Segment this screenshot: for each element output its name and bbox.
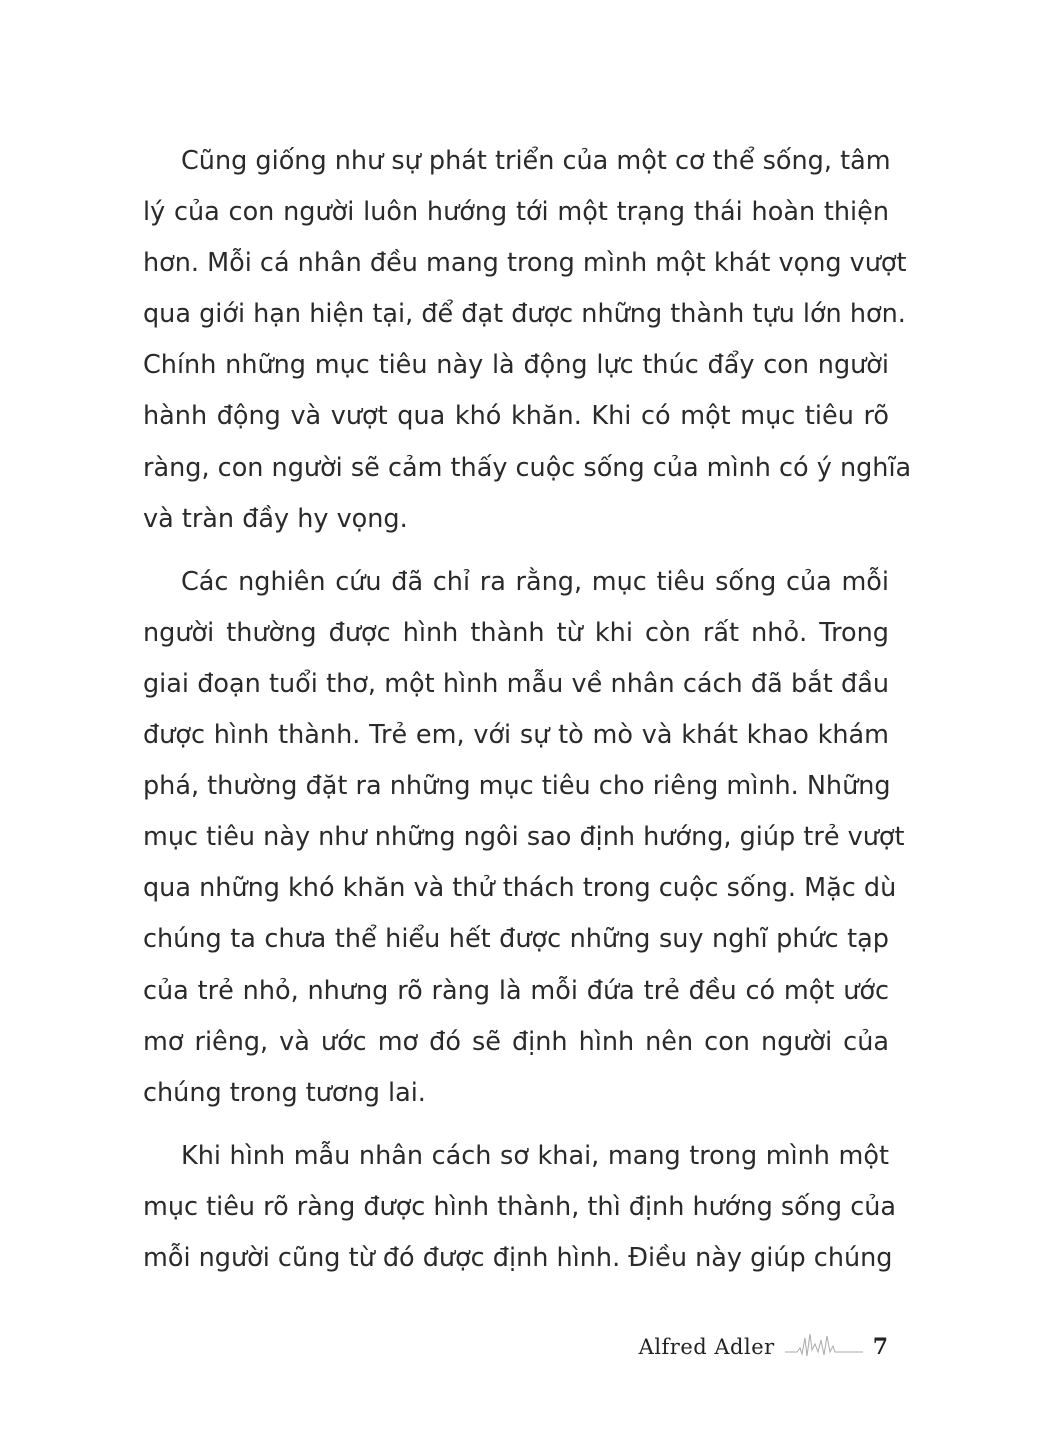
text-line: và tràn đầy hy vọng. — [143, 503, 408, 534]
text-line: của trẻ nhỏ, nhưng rõ ràng là mỗi đứa trẻ đều có một ước — [143, 975, 889, 1006]
text-line: hành động và vượt qua khó khăn. Khi có một mục tiêu rõ — [143, 401, 889, 432]
text-line: lý của con người luôn hướng tới một trạng thái hoàn thiện — [143, 197, 889, 228]
text-line: hơn. Mỗi cá nhân đều mang trong mình một khát vọng vượt — [143, 248, 907, 279]
text-line: phá, thường đặt ra những mục tiêu cho riêng mình. Những — [143, 771, 891, 802]
text-line: được hình thành. Trẻ em, với sự tò mò và khát khao khám — [143, 720, 889, 751]
text-line: qua những khó khăn và thử thách trong cuộc sống. Mặc dù — [143, 873, 897, 904]
text-line: người thường được hình thành từ khi còn rất nhỏ. Trong — [143, 617, 889, 648]
paragraph — [143, 136, 912, 545]
page-footer — [639, 1330, 888, 1364]
text-line: mỗi người cũng từ đó được định hình. Điều này giúp chúng — [143, 1242, 893, 1273]
text-line: ràng, con người sẽ cảm thấy cuộc sống của mình có ý nghĩa — [143, 452, 912, 483]
paragraph — [143, 1131, 897, 1284]
body-text — [143, 136, 912, 1296]
text-line: chúng trong tương lai. — [143, 1077, 426, 1108]
text-line: qua giới hạn hiện tại, để đạt được những thành tựu lớn hơn. — [143, 299, 906, 330]
text-line: Khi hình mẫu nhân cách sơ khai, mang trong mình một — [181, 1140, 889, 1171]
text-line: Chính những mục tiêu này là động lực thúc đẩy con người — [143, 350, 889, 381]
paragraph — [143, 557, 905, 1119]
text-line: Cũng giống như sự phát triển của một cơ thể sống, tâm — [181, 146, 891, 176]
text-line: mục tiêu này như những ngôi sao định hướng, giúp trẻ vượt — [143, 822, 905, 853]
page-number: 7 — [872, 1334, 888, 1360]
text-line: Các nghiên cứu đã chỉ ra rằng, mục tiêu sống của mỗi — [181, 566, 889, 597]
text-line: mục tiêu rõ ràng được hình thành, thì định hướng sống của — [143, 1191, 897, 1222]
text-line: giai đoạn tuổi thơ, một hình mẫu về nhân cách đã bắt đầu — [143, 668, 889, 699]
text-line: mơ riêng, và ước mơ đó sẽ định hình nên con người của — [143, 1026, 889, 1057]
running-footer-author: Alfred Adler — [638, 1335, 775, 1359]
text-line: chúng ta chưa thể hiểu hết được những suy nghĩ phức tạp — [143, 924, 889, 955]
heartbeat-line-icon — [785, 1330, 863, 1364]
